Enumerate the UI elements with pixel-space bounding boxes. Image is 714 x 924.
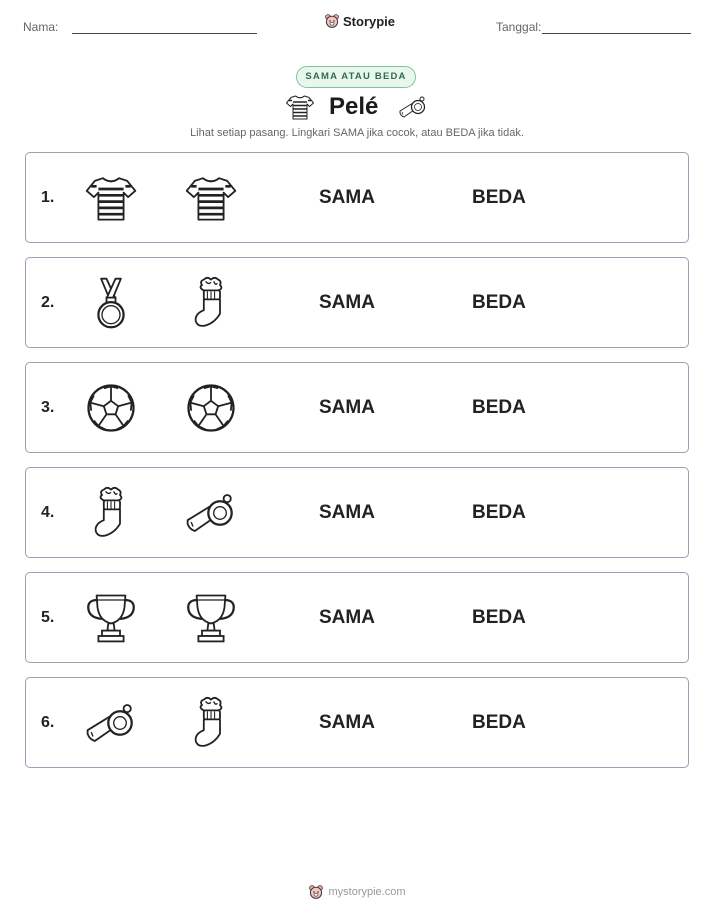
trophy-icon xyxy=(84,591,138,645)
page-title: Pelé xyxy=(329,93,379,120)
question-number: 5. xyxy=(41,609,55,626)
instruction-text: Lihat setiap pasang. Lingkari SAMA jika cocok, atau BEDA jika tidak. xyxy=(190,127,524,139)
worksheet-type-badge: SAMA ATAU BEDA xyxy=(296,66,416,88)
brand-name: Storypie xyxy=(343,13,396,29)
beda-option[interactable]: BEDA xyxy=(472,502,526,523)
whistle-icon xyxy=(184,486,238,540)
bear-icon xyxy=(308,884,324,900)
footer xyxy=(0,884,714,900)
question-number: 4. xyxy=(41,504,55,521)
question-number: 1. xyxy=(41,189,55,206)
sama-option[interactable]: SAMA xyxy=(319,397,375,418)
date-line[interactable] xyxy=(542,33,691,34)
question-row xyxy=(25,362,689,453)
shirt-icon xyxy=(84,171,138,225)
name-line[interactable] xyxy=(72,33,257,34)
beda-option[interactable]: BEDA xyxy=(472,292,526,313)
sama-option[interactable]: SAMA xyxy=(319,187,375,208)
question-row xyxy=(25,677,689,768)
sama-option[interactable]: SAMA xyxy=(319,712,375,733)
whistle-icon xyxy=(398,92,428,122)
question-row xyxy=(25,257,689,348)
sock-icon xyxy=(184,696,238,750)
sock-icon xyxy=(84,486,138,540)
sama-option[interactable]: SAMA xyxy=(319,607,375,628)
footer-url[interactable]: mystorypie.com xyxy=(328,886,406,898)
question-number: 3. xyxy=(41,399,55,416)
beda-option[interactable]: BEDA xyxy=(472,187,526,208)
bear-icon xyxy=(324,13,340,29)
shirt-icon xyxy=(285,92,315,122)
beda-option[interactable]: BEDA xyxy=(472,607,526,628)
sama-option[interactable]: SAMA xyxy=(319,502,375,523)
question-row xyxy=(25,572,689,663)
shirt-icon xyxy=(184,171,238,225)
question-row xyxy=(25,152,689,243)
date-label: Tanggal: xyxy=(496,20,542,34)
question-number: 2. xyxy=(41,294,55,311)
sama-option[interactable]: SAMA xyxy=(319,292,375,313)
whistle-icon xyxy=(84,696,138,750)
soccer-ball-icon xyxy=(84,381,138,435)
trophy-icon xyxy=(184,591,238,645)
medal-icon xyxy=(84,276,138,330)
question-row xyxy=(25,467,689,558)
soccer-ball-icon xyxy=(184,381,238,435)
beda-option[interactable]: BEDA xyxy=(472,397,526,418)
storypie-logo xyxy=(324,13,395,29)
question-number: 6. xyxy=(41,714,55,731)
beda-option[interactable]: BEDA xyxy=(472,712,526,733)
name-label: Nama: xyxy=(23,20,59,34)
sock-icon xyxy=(184,276,238,330)
